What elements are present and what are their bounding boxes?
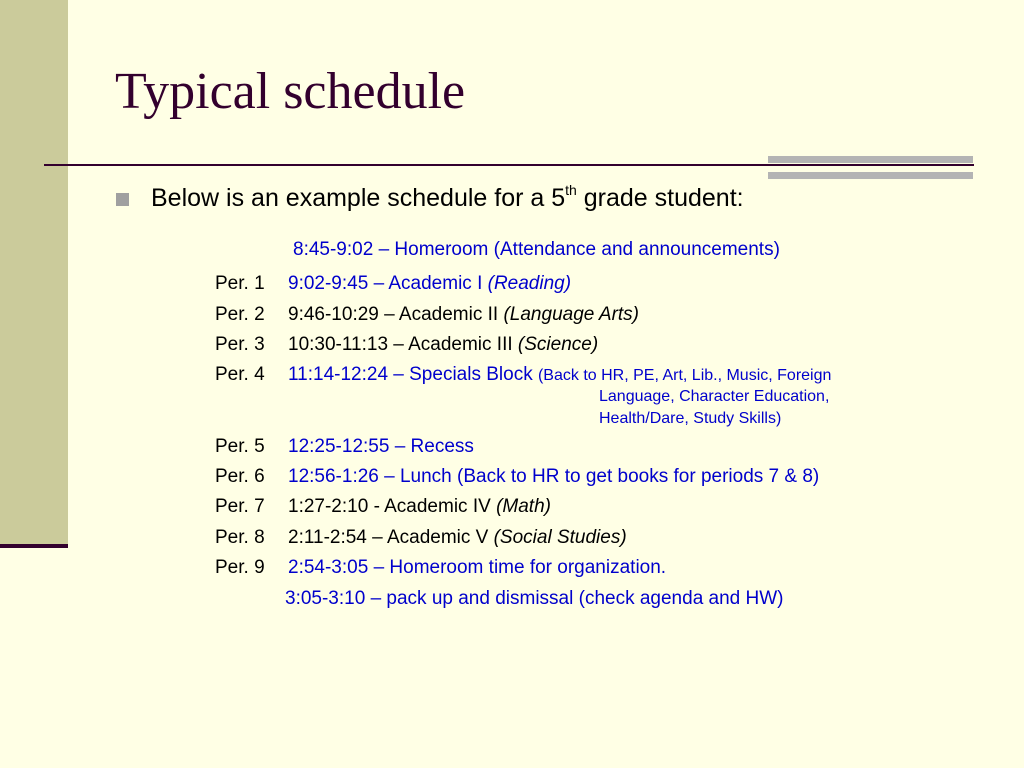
- period-label: Per. 4: [215, 364, 265, 385]
- period-subject: (Reading): [487, 273, 572, 294]
- period-row: [215, 527, 627, 549]
- bullet-square-icon: [116, 193, 129, 206]
- intro-text: Below is an example schedule for a 5th grade student:: [151, 182, 744, 212]
- period-time: 2:11-2:54 – Academic V: [288, 527, 494, 548]
- period-row: [215, 557, 666, 579]
- period-row: [215, 273, 571, 295]
- ordinal-suffix: th: [565, 182, 577, 198]
- period-subject: (Language Arts): [503, 304, 640, 325]
- period-row: [215, 364, 831, 386]
- homeroom-line: 8:45-9:02 – Homeroom (Attendance and announcements): [293, 239, 780, 260]
- period-subject: (Science): [517, 334, 599, 355]
- left-decorative-band: [0, 0, 68, 546]
- divider-accent: [768, 156, 973, 180]
- period-label: Per. 3: [215, 334, 265, 355]
- period-time: 9:46-10:29 – Academic II: [288, 304, 504, 325]
- period-row: [215, 496, 551, 518]
- period-label: Per. 2: [215, 304, 265, 325]
- period-note-continued: Health/Dare, Study Skills): [599, 410, 782, 427]
- period-row: [215, 304, 639, 326]
- period-label: Per. 9: [215, 557, 265, 578]
- period-row: [215, 436, 474, 458]
- period-label: Per. 8: [215, 527, 265, 548]
- period-row: [215, 334, 598, 356]
- period-time: 2:54-3:05 – Homeroom time for organization.: [288, 557, 667, 578]
- period-note: (Back to HR, PE, Art, Lib., Music, Foreign: [537, 367, 832, 384]
- period-time: 11:14-12:24 – Specials Block: [288, 364, 538, 385]
- left-band-accent: [0, 544, 68, 548]
- period-label: Per. 7: [215, 496, 265, 517]
- period-label: Per. 1: [215, 273, 265, 294]
- period-row: [215, 466, 819, 488]
- period-time: 1:27-2:10 - Academic IV: [288, 496, 497, 517]
- period-subject: (Math): [496, 496, 551, 517]
- dismissal-line: 3:05-3:10 – pack up and dismissal (check agenda and HW): [285, 588, 784, 609]
- period-time: 12:56-1:26 – Lunch (Back to HR to get books for periods 7 & 8): [288, 466, 820, 487]
- period-label: Per. 6: [215, 466, 265, 487]
- period-time: 12:25-12:55 – Recess: [288, 436, 474, 457]
- period-label: Per. 5: [215, 436, 265, 457]
- period-time: 9:02-9:45 – Academic I: [288, 273, 488, 294]
- period-subject: (Social Studies): [493, 527, 627, 548]
- period-note-continued: Language, Character Education,: [599, 388, 830, 405]
- period-time: 10:30-11:13 – Academic III: [288, 334, 518, 355]
- slide-title: Typical schedule: [115, 63, 466, 120]
